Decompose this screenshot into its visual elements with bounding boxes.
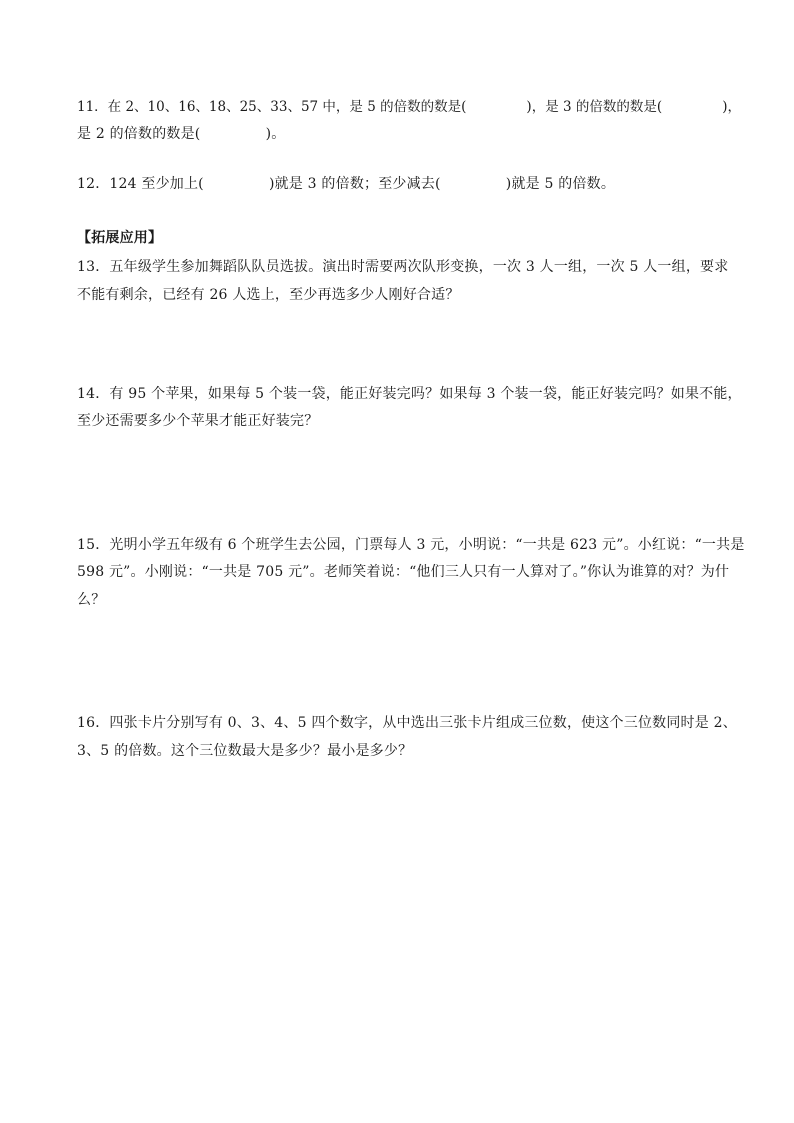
question-15-line-2: 598 元”。小刚说：“一共是 705 元”。老师笑着说：“他们三人只有一人算对了。”你认为谁算的对？为什 — [77, 564, 730, 580]
question-12-line-1: 12．124 至少加上( )就是 3 的倍数；至少减去( )就是 5 的倍数。 — [77, 176, 616, 192]
question-13-line-2: 不能有剩余，已经有 26 人选上，至少再选多少人刚好合适？ — [77, 287, 460, 303]
question-11-line-1: 11．在 2、10、16、18、25、33、57 中，是 5 的倍数的数是( )，是 3 的倍数的数是( )， — [77, 99, 741, 115]
question-13-line-1: 13．五年级学生参加舞蹈队队员选拔。演出时需要两次队形变换，一次 3 人一组，一次 5 人一组，要求 — [77, 259, 729, 275]
question-16-line-1: 16．四张卡片分别写有 0、3、4、5 四个数字，从中选出三张卡片组成三位数，使这个三位数同时是 2、 — [77, 715, 737, 731]
question-11-line-2: 是 2 的倍数的数是( )。 — [77, 126, 286, 142]
section-heading: 【拓展应用】 — [77, 230, 163, 246]
question-15-line-1: 15．光明小学五年级有 6 个班学生去公园，门票每人 3 元，小明说：“一共是 623 元”。小红说：“一共是 — [77, 537, 745, 553]
question-15-line-3: 么？ — [77, 592, 106, 608]
question-16-line-2: 3、5 的倍数。这个三位数最大是多少？最小是多少？ — [77, 743, 413, 759]
question-14-line-1: 14．有 95 个苹果，如果每 5 个装一袋，能正好装完吗？如果每 3 个装一袋，能正好装完吗？如果不能， — [77, 386, 742, 402]
question-14-line-2: 至少还需要多少个苹果才能正好装完？ — [77, 413, 319, 429]
